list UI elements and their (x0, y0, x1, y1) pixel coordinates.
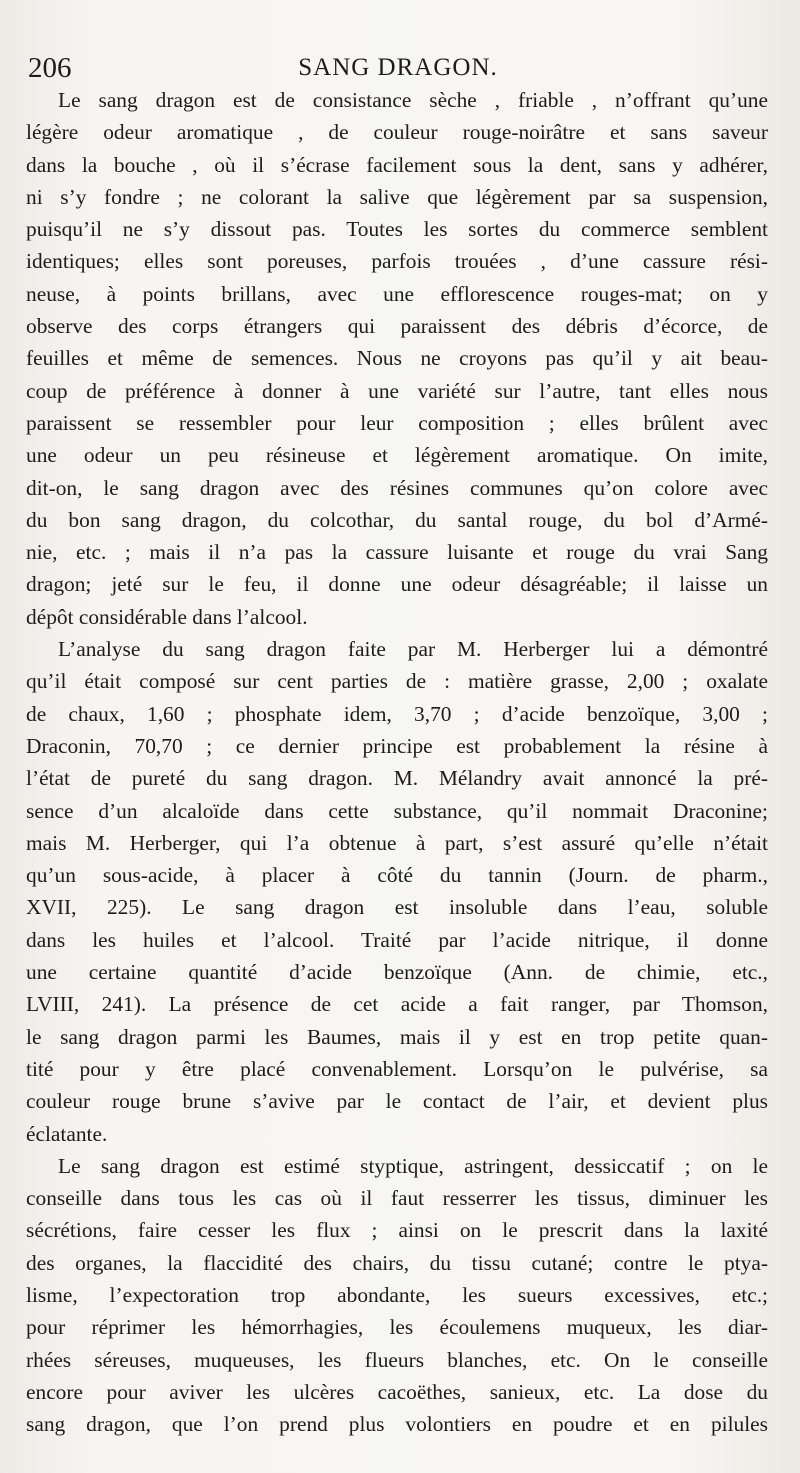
text-line: LVIII, 241). La présence de cet acide a fait ranger, par Thomson, (26, 992, 768, 1017)
text-line: mais M. Herberger, qui l’a obtenue à part, s’est assuré qu’elle n’était (26, 830, 768, 855)
text-line: éclatante. (26, 1121, 108, 1146)
text-line: L’analyse du sang dragon faite par M. Herberger lui a démontré (58, 637, 768, 662)
text-line: sécrétions, faire cesser les flux ; ainsi on le prescrit dans la laxité (26, 1218, 768, 1243)
text-line: sence d’un alcaloïde dans cette substance, qu’il nommait Draconine; (26, 798, 768, 823)
text-line: dit-on, le sang dragon avec des résines communes qu’on colore avec (26, 475, 768, 500)
text-line: encore pour aviver les ulcères cacoëthes, sanieux, etc. La dose du (26, 1379, 768, 1404)
text-line: puisqu’il ne s’y dissout pas. Toutes les sortes du commerce semblent (26, 217, 768, 242)
text-line: sang dragon, que l’on prend plus volontiers en poudre et en pilules (26, 1412, 768, 1437)
text-line: dragon; jeté sur le feu, il donne une odeur désagréable; il laisse un (26, 572, 768, 597)
paragraph-analysis (26, 633, 768, 1150)
text-line: qu’il était composé sur cent parties de : matière grasse, 2,00 ; oxalate (26, 669, 768, 694)
text-line: tité pour y être placé convenablement. Lorsqu’on le pulvérise, sa (26, 1056, 768, 1081)
text-line: Draconin, 70,70 ; ce dernier principe est probablement la résine à (26, 733, 768, 758)
body-text (26, 84, 768, 1440)
page-number: 206 (28, 51, 72, 84)
text-line: coup de préférence à donner à une variété sur l’autre, tant elles nous (26, 378, 768, 403)
text-line: dans la bouche , où il s’écrase facilement sous la dent, sans y adhérer, (26, 152, 768, 177)
text-line: une odeur un peu résineuse et légèrement aromatique. On imite, (26, 443, 768, 468)
text-line: légère odeur aromatique , de couleur rouge-noirâtre et sans saveur (26, 120, 768, 145)
text-line: de chaux, 1,60 ; phosphate idem, 3,70 ; d’acide benzoïque, 3,00 ; (26, 701, 768, 726)
text-line: observe des corps étrangers qui paraissent des débris d’écorce, de (26, 314, 768, 339)
text-line: rhées séreuses, muqueuses, les flueurs blanches, etc. On le conseille (26, 1347, 768, 1372)
text-line: feuilles et même de semences. Nous ne croyons pas qu’il y ait beau- (26, 346, 768, 371)
text-line: couleur rouge brune s’avive par le contact de l’air, et devient plus (26, 1089, 768, 1114)
text-line: dans les huiles et l’alcool. Traité par l’acide nitrique, il donne (26, 927, 768, 952)
text-line: lisme, l’expectoration trop abondante, les sueurs excessives, etc.; (26, 1282, 768, 1307)
running-title: SANG DRAGON. (298, 54, 498, 81)
paragraph-uses (26, 1150, 768, 1441)
text-line: Le sang dragon est estimé styptique, astringent, dessiccatif ; on le (58, 1153, 768, 1178)
text-line: neuse, à points brillans, avec une efflorescence rouges-mat; on y (26, 281, 768, 306)
text-line: identiques; elles sont poreuses, parfois trouées , d’une cassure rési- (26, 249, 768, 274)
text-line: du bon sang dragon, du colcothar, du santal rouge, du bol d’Armé- (26, 507, 768, 532)
text-line: une certaine quantité d’acide benzoïque (Ann. de chimie, etc., (26, 960, 768, 985)
text-line: le sang dragon parmi les Baumes, mais il y est en trop petite quan- (26, 1024, 768, 1049)
text-line: l’état de pureté du sang dragon. M. Mélandry avait annoncé la pré- (26, 766, 768, 791)
text-line: ni s’y fondre ; ne colorant la salive que légèrement par sa suspension, (26, 184, 768, 209)
text-line: dépôt considérable dans l’alcool. (26, 604, 308, 629)
text-line: Le sang dragon est de consistance sèche , friable , n’offrant qu’une (58, 88, 768, 112)
text-line: pour réprimer les hémorrhagies, les écoulemens muqueux, les diar- (26, 1315, 768, 1340)
text-line: nie, etc. ; mais il n’a pas la cassure luisante et rouge du vrai Sang (26, 540, 768, 565)
running-head (28, 50, 768, 86)
text-line: paraissent se ressembler pour leur composition ; elles brûlent avec (26, 410, 768, 435)
text-line: conseille dans tous les cas où il faut resserrer les tissus, diminuer les (26, 1186, 768, 1211)
text-line: qu’un sous-acide, à placer à côté du tannin (Journ. de pharm., (26, 863, 768, 888)
paragraph-description (26, 84, 768, 633)
text-line: XVII, 225). Le sang dragon est insoluble dans l’eau, soluble (26, 895, 768, 920)
text-line: des organes, la flaccidité des chairs, du tissu cutané; contre le ptya- (26, 1250, 768, 1275)
